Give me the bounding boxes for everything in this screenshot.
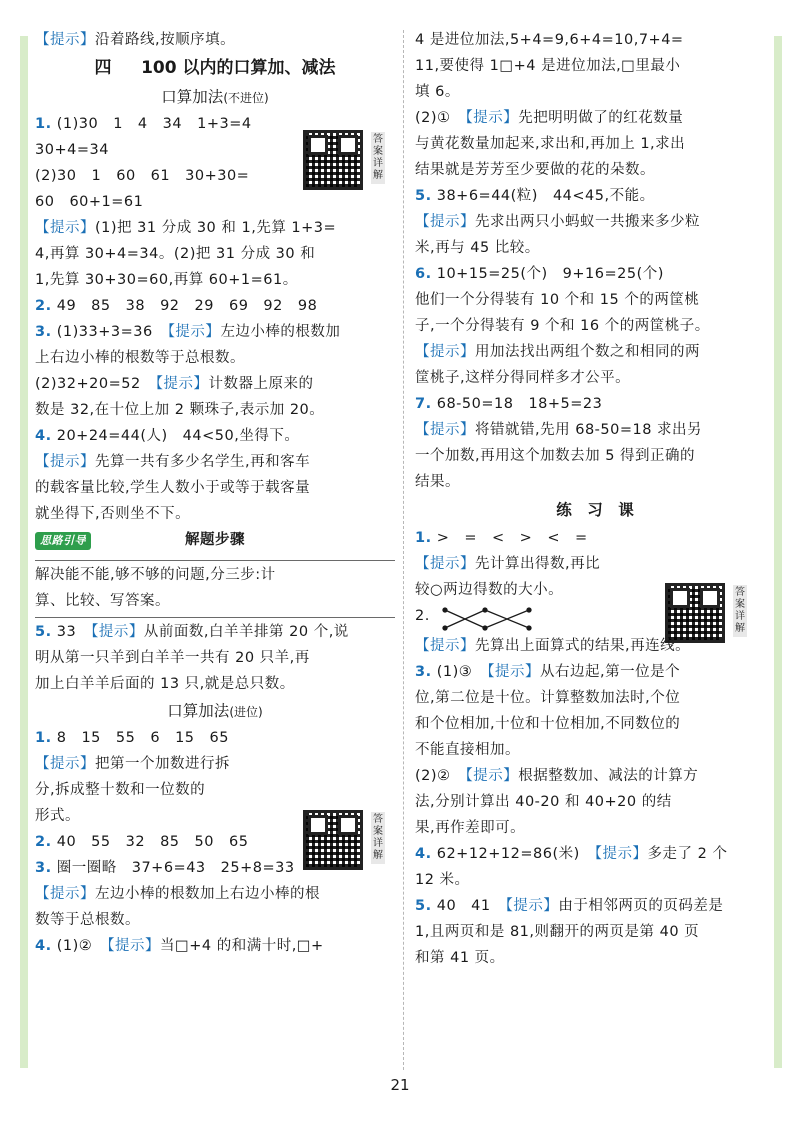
hint-line: 上右边小棒的根数等于总根数。 — [35, 350, 245, 366]
answer-line: 6. 10+15=25(个) 9+16=25(个) — [415, 266, 664, 282]
match-dot — [443, 626, 447, 630]
hint-line: 数等于总根数。 — [35, 912, 140, 928]
answer-line: (2)① 【提示】先把明明做了的红花数量 — [415, 110, 684, 126]
answer-line: (2)32+20=52 【提示】计数器上原来的 — [35, 376, 314, 392]
hint-line: 加上白羊羊后面的 13 只,就是总只数。 — [35, 676, 295, 692]
answer-line: 4. (1)② 【提示】当□+4 的和满十时,□+ — [35, 938, 324, 954]
answer-line: 60 60+1=61 — [35, 194, 144, 210]
section-number: 四 — [94, 58, 112, 78]
steps-title: 解题步骤 — [185, 532, 245, 548]
match-dot — [527, 608, 531, 612]
subsection-note: (不进位) — [223, 91, 269, 105]
steps-header — [35, 528, 395, 558]
page-number: 21 — [390, 1076, 410, 1094]
answer-line: 30+4=34 — [35, 142, 109, 158]
answer-line: 2. 49 85 38 92 29 69 92 98 — [35, 298, 318, 314]
answer-line: 11,要使得 1□+4 是进位加法,□里最小 — [415, 58, 681, 74]
answer-line: 1. 8 15 55 6 15 65 — [35, 730, 229, 746]
hint-line: 分,拆成整十数和一位数的 — [35, 782, 206, 798]
hint-line: 1,先算 30+30=60,再算 60+1=61。 — [35, 272, 298, 288]
match-dot — [483, 626, 487, 630]
hint-line: 位,第二位是十位。计算整数加法时,个位 — [415, 690, 681, 706]
qr-label: 答案详解 — [371, 812, 385, 864]
hint-line: 一个加数,再用这个加数去加 5 得到正确的 — [415, 448, 696, 464]
answer-line: 5. 40 41 【提示】由于相邻两页的页码差是 — [415, 898, 724, 914]
answer-number: 2. — [415, 608, 430, 624]
matching-answer — [415, 604, 775, 634]
section-heading — [35, 54, 395, 84]
hint-line: 4,再算 30+4=34。(2)把 31 分成 30 和 — [35, 246, 316, 262]
steps-line: 算、比较、写答案。 — [35, 593, 170, 609]
subsection-title-text: 口算加法 — [167, 702, 230, 720]
answer-line: 5. 33 【提示】从前面数,白羊羊排第 20 个,说 — [35, 624, 349, 640]
hint-line: 【提示】先算一共有多少名学生,再和客车 — [35, 454, 311, 470]
hint-line: 【提示】(1)把 31 分成 30 和 1,先算 1+3= — [35, 220, 337, 236]
column-divider — [403, 30, 404, 1070]
answer-line: 4. 20+24=44(人) 44<50,坐得下。 — [35, 428, 300, 444]
subsection-note: (进位) — [229, 705, 263, 719]
answer-line: 他们一个分得装有 10 个和 15 个的两筐桃 — [415, 292, 700, 308]
hint-line: 的载客量比较,学生人数小于或等于载客量 — [35, 480, 311, 496]
hint-line: 结果就是芳芳至少要做的花的朵数。 — [415, 162, 655, 178]
hint-line: 12 米。 — [415, 872, 470, 888]
answer-line: 3. (1)③ 【提示】从右边起,第一位是个 — [415, 664, 681, 680]
answer-line: (2)② 【提示】根据整数加、减法的计算方 — [415, 768, 699, 784]
answer-line: 2. 40 55 32 85 50 65 — [35, 834, 249, 850]
hint-line: 法,分别计算出 40-20 和 40+20 的结 — [415, 794, 672, 810]
hint-line: 数是 32,在十位上加 2 颗珠子,表示加 20。 — [35, 402, 325, 418]
right-margin-bar — [774, 36, 782, 1068]
answer-line: 3. (1)33+3=36 【提示】左边小棒的根数加 — [35, 324, 341, 340]
hint-line: 果,再作差即可。 — [415, 820, 526, 836]
hint-line: 【提示】左边小棒的根数加上右边小棒的根 — [35, 886, 320, 902]
practice-title: 练 习 课 — [556, 501, 634, 519]
hint-line: 不能直接相加。 — [415, 742, 520, 758]
hint-line: 和个位相加,十位和十位相加,不同数位的 — [415, 716, 681, 732]
match-dot — [443, 608, 447, 612]
matching-lines-diagram — [437, 606, 537, 632]
steps-line: 解决能不能,够不够的问题,分三步:计 — [35, 567, 276, 583]
answer-line: 5. 38+6=44(粒) 44<45,不能。 — [415, 188, 655, 204]
hint-line: 较○两边得数的大小。 — [415, 582, 564, 598]
qr-label: 答案详解 — [733, 585, 747, 637]
hint-line: 结果。 — [415, 474, 460, 490]
hint-line: 1,且两页和是 81,则翻开的两页是第 40 页 — [415, 924, 700, 940]
answer-line: 4. 62+12+12=86(米) 【提示】多走了 2 个 — [415, 846, 728, 862]
hint-line: 就坐得下,否则坐不下。 — [35, 506, 191, 522]
answer-line: 子,一个分得装有 9 个和 16 个的两筐桃子。 — [415, 318, 710, 334]
hint-line: 和第 41 页。 — [415, 950, 505, 966]
right-column — [415, 28, 775, 1070]
match-dot — [483, 608, 487, 612]
answer-line: 3. 圈一圈略 37+6=43 25+8=33 — [35, 860, 295, 876]
guide-badge: 思路引导 — [35, 532, 91, 550]
hint-line: 筐桃子,这样分得同样多才公平。 — [415, 370, 631, 386]
subsection-title — [35, 698, 395, 726]
hint-line: 米,再与 45 比较。 — [415, 240, 540, 256]
answer-line: 1. > = < > < = — [415, 530, 588, 546]
hint-line: 明从第一只羊到白羊羊一共有 20 只羊,再 — [35, 650, 310, 666]
answer-line: 1. (1)30 1 4 34 1+3=4 — [35, 116, 252, 132]
answer-line: 4 是进位加法,5+4=9,6+4=10,7+4= — [415, 32, 684, 48]
left-margin-bar — [20, 36, 28, 1068]
match-dot — [527, 626, 531, 630]
hint-line: 【提示】用加法找出两组个数之和相同的两 — [415, 344, 700, 360]
qr-label: 答案详解 — [371, 132, 385, 184]
subsection-title — [35, 84, 395, 112]
answer-line: 7. 68-50=18 18+5=23 — [415, 396, 603, 412]
steps-box — [35, 560, 395, 618]
hint-line: 与黄花数量加起来,求出和,再加上 1,求出 — [415, 136, 686, 152]
hint-line: 【提示】将错就错,先用 68-50=18 求出另 — [415, 422, 703, 438]
hint-line: 形式。 — [35, 808, 80, 824]
text-line: 【提示】沿着路线,按顺序填。 — [35, 32, 236, 48]
hint-line: 【提示】先计算出得数,再比 — [415, 556, 601, 572]
hint-line: 【提示】先算出上面算式的结果,再连线。 — [415, 638, 691, 654]
answer-line: (2)30 1 60 61 30+30= — [35, 168, 250, 184]
section-title: 100 以内的口算加、减法 — [141, 58, 336, 78]
subsection-title-text: 口算加法 — [161, 88, 224, 106]
answer-line: 填 6。 — [415, 84, 460, 100]
left-column — [35, 28, 395, 1070]
hint-line: 【提示】先求出两只小蚂蚁一共搬来多少粒 — [415, 214, 700, 230]
hint-line: 【提示】把第一个加数进行拆 — [35, 756, 230, 772]
